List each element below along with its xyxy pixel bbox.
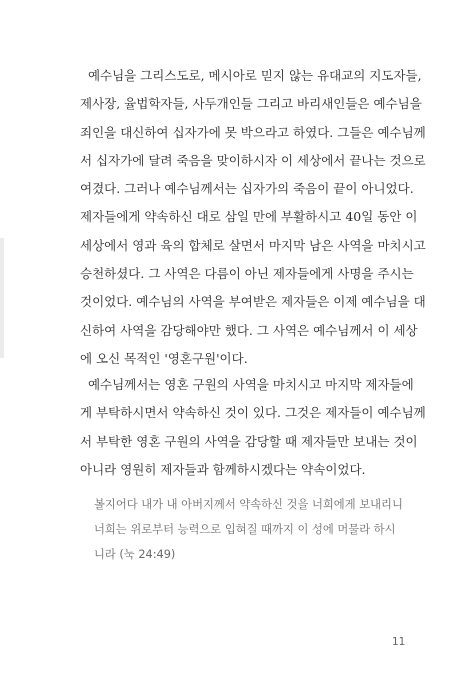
page-edge-shadow	[0, 238, 4, 358]
text-line: 것이었다. 예수님의 사역을 부여받은 제자들은 이제 예수님을 대	[80, 294, 426, 310]
quote-line: 너희는 위로부터 능력으로 입혀질 때까지 이 성에 머물라 하시	[94, 523, 396, 536]
quote-line: 볼지어다 내가 내 아버지께서 약속하신 것을 너희에게 보내리니	[94, 498, 403, 511]
text-line: 아니라 영원히 제자들과 함께하시겠다는 약속이었다.	[80, 461, 366, 477]
text-line: 제자들에게 약속하신 대로 삼일 만에 부활하시고 40일 동안 이	[80, 209, 418, 225]
body-paragraph-2	[80, 371, 426, 484]
text-line: 승천하셨다. 그 사역은 다름이 아닌 제자들에게 사명을 주시는	[80, 266, 414, 282]
text-line: 제사장, 율법학자들, 사두개인들 그리고 바리새인들은 예수님을	[80, 96, 422, 112]
text-line: 예수님을 그리스도로, 메시아로 믿지 않는 유대교의 지도자들,	[80, 68, 422, 83]
quote-line: 니라 (눅 24:49)	[94, 548, 176, 561]
text-line: 세상에서 영과 육의 합체로 살면서 마지막 남은 사역을 마치시고	[80, 237, 426, 253]
text-line: 게 부탁하시면서 약속하신 것이 있다. 그것은 제자들이 예수님께	[80, 405, 426, 421]
body-paragraph-1	[80, 62, 426, 373]
text-line: 신하여 사역을 감당해야만 했다. 그 사역은 예수님께서 이 세상	[80, 322, 418, 338]
text-line: 에 오신 목적인 '영혼구원'이다.	[80, 350, 248, 366]
text-line: 예수님께서는 영혼 구원의 사역을 마치시고 마지막 제자들에	[80, 377, 414, 392]
page-number: 11	[392, 636, 406, 648]
text-line: 여겼다. 그러나 예수님께서는 십자가의 죽음이 끝이 아니었다.	[80, 181, 414, 197]
text-line: 서 십자가에 달려 죽음을 맞이하시자 이 세상에서 끝나는 것으로	[80, 152, 426, 168]
text-line: 죄인을 대신하여 십자가에 못 박으라고 하였다. 그들은 예수님께	[80, 124, 426, 140]
scripture-quote	[94, 492, 403, 567]
text-line: 서 부탁한 영혼 구원의 사역을 감당할 때 제자들만 보내는 것이	[80, 433, 418, 449]
